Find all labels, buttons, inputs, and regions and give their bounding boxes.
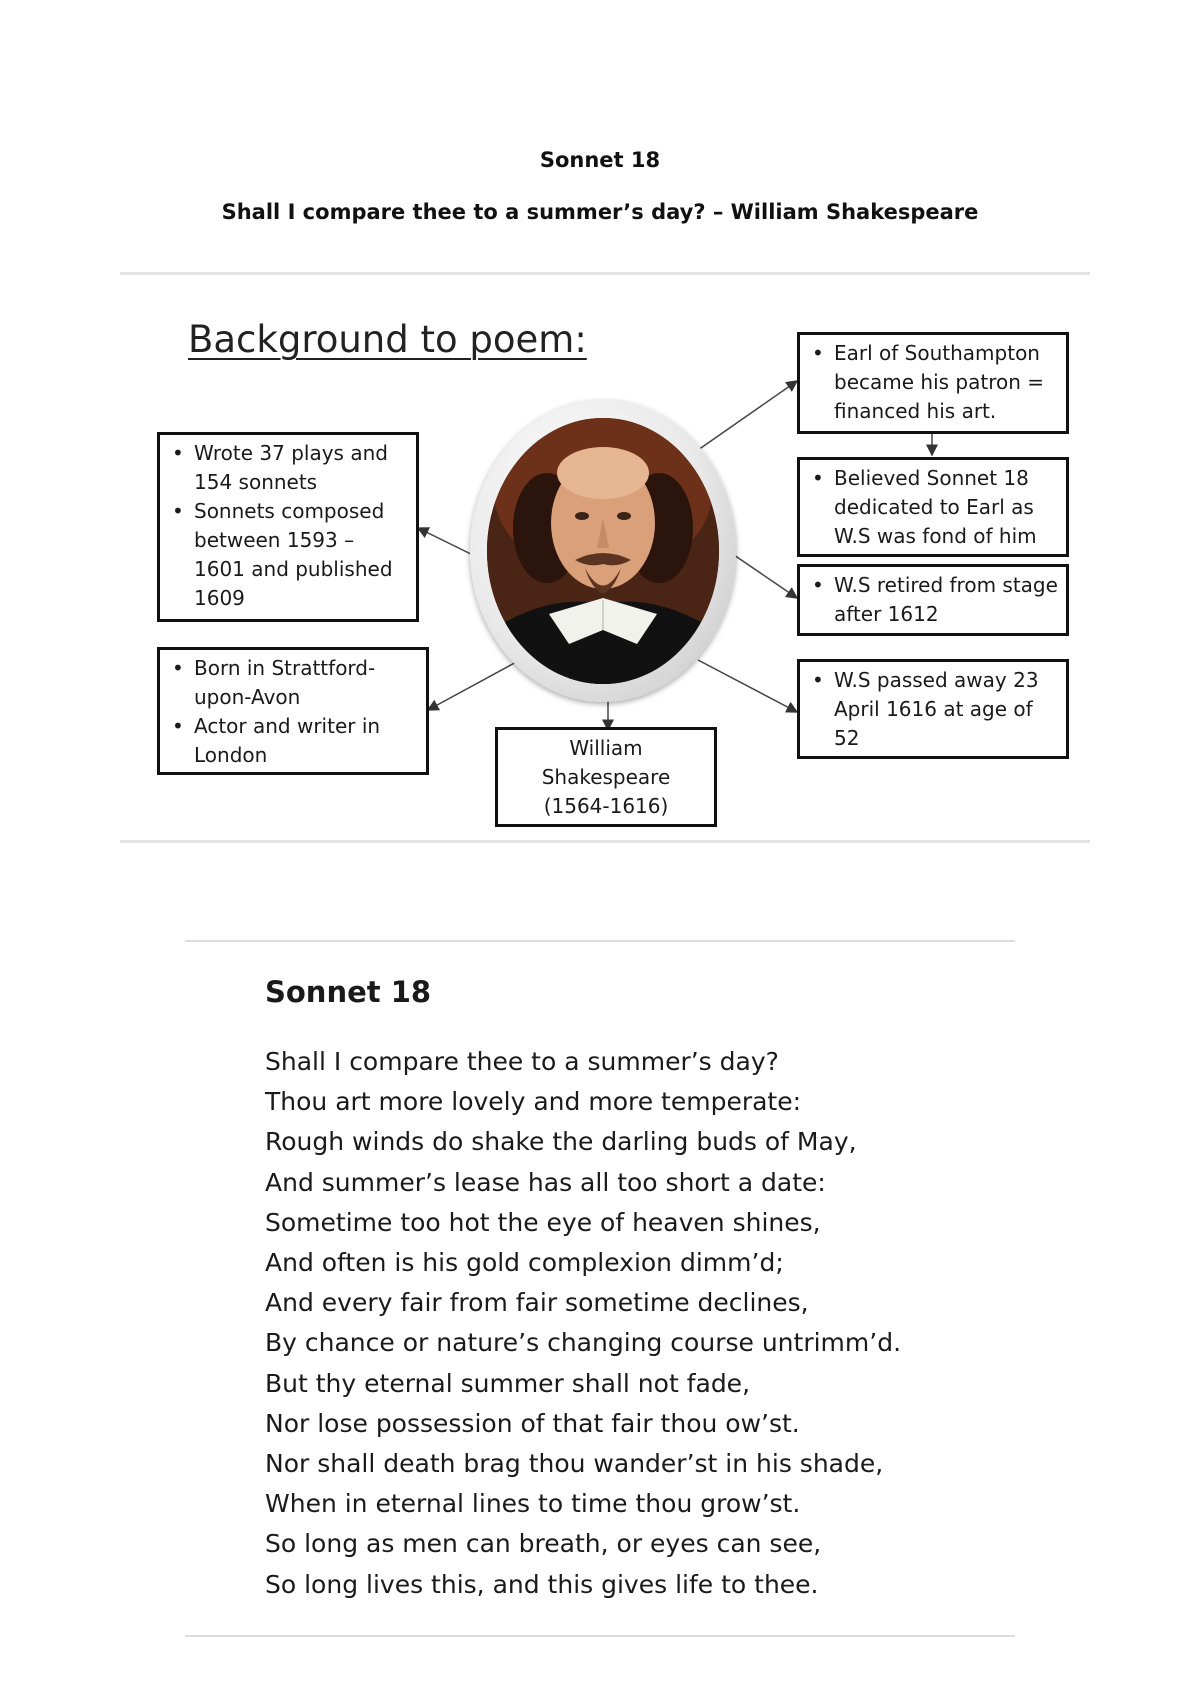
poem-line: When in eternal lines to time thou grow’st. — [265, 1489, 801, 1519]
poem-line: And summer’s lease has all too short a date: — [265, 1167, 826, 1197]
fact-bullet: • Earl of Southampton became his patron = financed his art. — [834, 339, 1058, 426]
caption-line: (1564-1616) — [543, 794, 669, 818]
fact-box-patron — [797, 332, 1069, 434]
fact-bullet: • W.S passed away 23 April 1616 at age of 52 — [834, 666, 1058, 753]
fact-box-death — [797, 659, 1069, 759]
poem-line: Sometime too hot the eye of heaven shines, — [265, 1207, 821, 1237]
fact-box-retirement — [797, 564, 1069, 636]
poem-line: Nor lose possession of that fair thou ow’st. — [265, 1408, 800, 1438]
poem-line: And often is his gold complexion dimm’d; — [265, 1248, 784, 1278]
caption-line: William — [569, 736, 643, 760]
poem-line: Rough winds do shake the darling buds of May, — [265, 1127, 857, 1157]
fact-bullet: • Sonnets composed between 1593 – 1601 and published 1609 — [194, 497, 408, 613]
poem-line: So long as men can breath, or eyes can see, — [265, 1529, 822, 1559]
fact-bullet: • W.S retired from stage after 1612 — [834, 571, 1058, 629]
section-divider-bottom — [120, 840, 1090, 843]
poem-top-rule — [185, 940, 1015, 942]
caption-line: Shakespeare — [541, 765, 671, 789]
background-heading: Background to poem: — [188, 318, 587, 361]
poem-line: Shall I compare thee to a summer’s day? — [265, 1047, 779, 1076]
shakespeare-portrait — [487, 418, 719, 684]
poem-bottom-rule — [185, 1635, 1015, 1637]
poem-lines — [265, 1042, 901, 1605]
connector-line — [698, 660, 797, 712]
poem-line: By chance or nature’s changing course untrimm’d. — [265, 1328, 902, 1358]
poem-line: So long lives this, and this gives life to thee. — [265, 1569, 819, 1599]
fact-bullet: • Actor and writer in London — [194, 712, 418, 770]
connector-line — [428, 660, 520, 710]
poem-line: And every fair from fair sometime declines, — [265, 1288, 809, 1318]
fact-box-origins — [157, 647, 429, 775]
connector-line — [698, 381, 797, 450]
document-title: Sonnet 18 — [539, 148, 661, 172]
fact-box-works — [157, 432, 419, 622]
connector-line — [734, 555, 797, 598]
poem-line: Thou art more lovely and more temperate: — [265, 1087, 802, 1117]
document-subtitle: Shall I compare thee to a summer’s day? – William Shakespeare — [221, 200, 979, 224]
fact-bullet: • Born in Strattford-upon-Avon — [194, 654, 418, 712]
fact-box-dedication — [797, 457, 1069, 557]
section-divider-top — [120, 272, 1090, 275]
portrait-caption-box — [495, 727, 717, 827]
poem-title: Sonnet 18 — [265, 975, 432, 1009]
fact-bullet: • Wrote 37 plays and 154 sonnets — [194, 439, 408, 497]
poem-line: Nor shall death brag thou wander’st in his shade, — [265, 1449, 884, 1479]
fact-bullet: • Believed Sonnet 18 dedicated to Earl as W.S was fond of him — [834, 464, 1058, 551]
poem-line: But thy eternal summer shall not fade, — [265, 1368, 751, 1398]
